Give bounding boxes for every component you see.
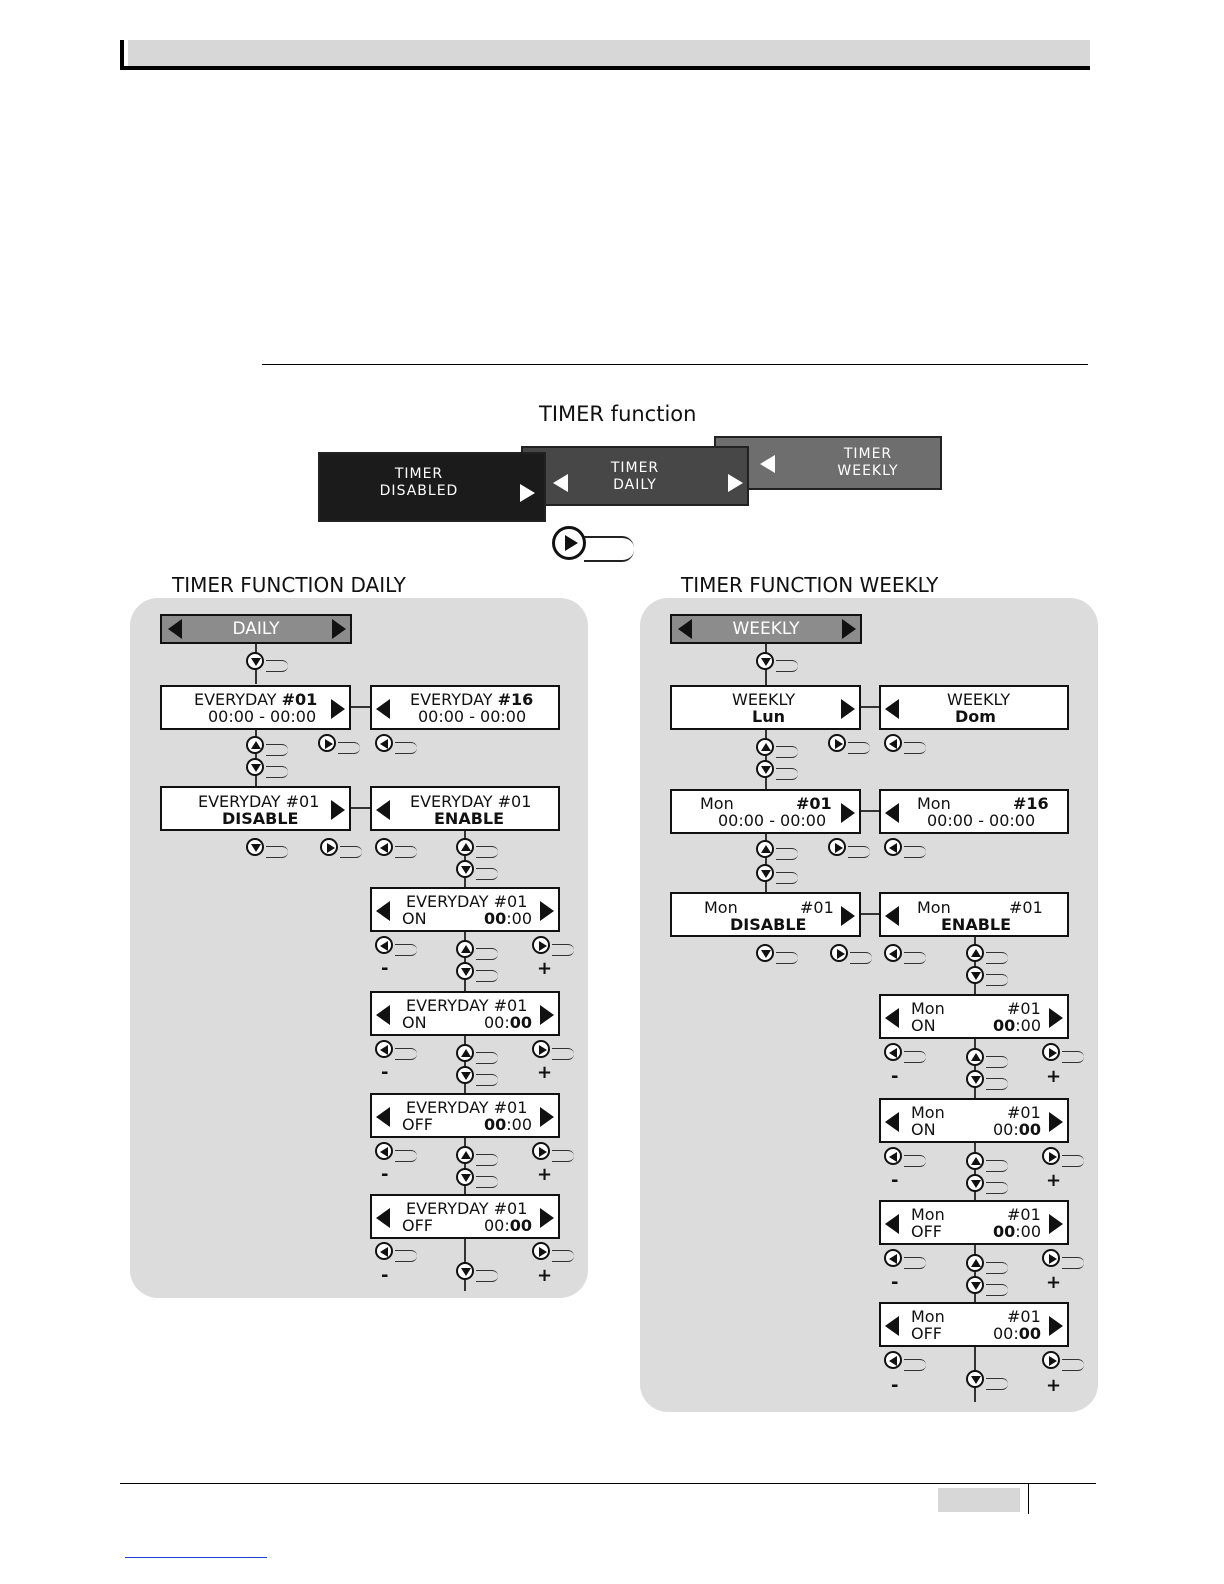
section-rule (262, 364, 1088, 365)
up-button-icon (246, 736, 264, 754)
daily-selector-label: DAILY (232, 619, 280, 639)
hand-icon (476, 1154, 498, 1166)
right-button-icon (532, 936, 550, 954)
weekly-step-3-display: Mon #01 OFF 00:00 (879, 1200, 1069, 1245)
down-button-icon (966, 1174, 984, 1192)
weekly-heading: TIMER FUNCTION WEEKLY (681, 573, 939, 597)
hand-icon (986, 1378, 1008, 1390)
hand-icon (776, 872, 798, 884)
timer-function-title: TIMER function (539, 402, 697, 426)
hand-icon (776, 768, 798, 780)
hand-icon (986, 974, 1008, 986)
right-arrow-icon (1049, 1214, 1063, 1234)
hand-icon (552, 1150, 574, 1162)
hand-icon (904, 1051, 926, 1063)
left-arrow-icon (376, 800, 390, 820)
daily-step-2-display: EVERYDAY #01 ON 00:00 (370, 991, 560, 1036)
daily-selector (160, 614, 352, 644)
right-arrow-icon (540, 1208, 554, 1228)
hand-icon (776, 746, 798, 758)
daily-step-1-display: EVERYDAY #01 ON 00:00 (370, 887, 560, 932)
hand-icon (1062, 1155, 1084, 1167)
hand-icon (552, 1048, 574, 1060)
right-arrow-icon (1049, 1316, 1063, 1336)
hand-icon (395, 742, 417, 754)
hand-icon (395, 944, 417, 956)
right-arrow-icon (841, 699, 855, 719)
up-button-icon (756, 840, 774, 858)
down-button-icon (246, 758, 264, 776)
weekly-enable-display: Mon #01 ENABLE (879, 892, 1069, 937)
hand-icon (584, 536, 634, 562)
down-button-icon (246, 838, 264, 856)
down-button-icon (456, 1066, 474, 1084)
hand-icon (476, 948, 498, 960)
daily-disable-display: EVERYDAY #01 DISABLE (160, 786, 351, 831)
hand-icon (848, 742, 870, 754)
left-arrow-icon (376, 1208, 390, 1228)
footer-link-underline[interactable] (125, 1557, 267, 1558)
right-button-icon (1042, 1147, 1060, 1165)
header-tick (120, 40, 124, 70)
right-button-icon (1042, 1249, 1060, 1267)
page-number-box (938, 1488, 1020, 1512)
left-button-icon (375, 1242, 393, 1260)
right-button-icon (828, 734, 846, 752)
hand-icon (986, 1160, 1008, 1172)
hand-icon (904, 1257, 926, 1269)
up-button-icon (966, 1254, 984, 1272)
up-button-icon (456, 838, 474, 856)
left-arrow-icon (885, 1112, 899, 1132)
hand-icon (986, 1262, 1008, 1274)
left-button-icon (884, 1147, 902, 1165)
weekly-disable-display: Mon #01 DISABLE (670, 892, 861, 937)
weekly-step-2-display: Mon #01 ON 00:00 (879, 1098, 1069, 1143)
up-button-icon (966, 1152, 984, 1170)
left-arrow-icon (376, 699, 390, 719)
hand-icon (395, 1048, 417, 1060)
hand-icon (986, 952, 1008, 964)
left-arrow-icon (885, 1316, 899, 1336)
hand-icon (1062, 1051, 1084, 1063)
left-button-icon (884, 1249, 902, 1267)
right-button-icon (1042, 1043, 1060, 1061)
daily-heading: TIMER FUNCTION DAILY (172, 573, 406, 597)
weekly-selector-label: WEEKLY (732, 619, 800, 639)
left-button-icon (884, 944, 902, 962)
left-button-icon (884, 734, 902, 752)
hand-icon (986, 1284, 1008, 1296)
hand-icon (776, 952, 798, 964)
mode-disabled-label: TIMER DISABLED (379, 466, 459, 499)
daily-prog-01-display: EVERYDAY #01 00:00 - 00:00 (160, 685, 351, 730)
down-button-icon (966, 1070, 984, 1088)
right-arrow-icon (842, 619, 856, 639)
hand-icon (476, 1052, 498, 1064)
right-button-icon (532, 1242, 550, 1260)
left-arrow-icon (376, 1107, 390, 1127)
hand-icon (776, 848, 798, 860)
hand-icon (476, 1270, 498, 1282)
weekly-day-dom-display: WEEKLY Dom (879, 685, 1069, 730)
left-arrow-icon (885, 906, 899, 926)
left-button-icon (375, 1040, 393, 1058)
hand-icon (904, 1359, 926, 1371)
hand-icon (266, 660, 288, 672)
left-arrow-icon (168, 619, 182, 639)
weekly-step-4-display: Mon #01 OFF 00:00 (879, 1302, 1069, 1347)
hand-icon (850, 952, 872, 964)
left-arrow-icon (885, 699, 899, 719)
hand-icon (395, 846, 417, 858)
hand-icon (395, 1250, 417, 1262)
header-rule (120, 66, 1090, 70)
right-arrow-icon (332, 619, 346, 639)
hand-icon (266, 846, 288, 858)
right-arrow-icon (540, 901, 554, 921)
hand-icon (476, 846, 498, 858)
right-button-icon (552, 526, 586, 560)
down-button-icon (456, 1262, 474, 1280)
left-button-icon (884, 838, 902, 856)
hand-icon (340, 846, 362, 858)
down-button-icon (966, 1370, 984, 1388)
mode-daily-label: TIMER DAILY (610, 460, 660, 493)
left-arrow-icon (885, 803, 899, 823)
down-button-icon (756, 944, 774, 962)
hand-icon (904, 952, 926, 964)
left-button-icon (884, 1351, 902, 1369)
up-button-icon (756, 738, 774, 756)
right-button-icon (828, 838, 846, 856)
weekly-day-lun-display: WEEKLY Lun (670, 685, 861, 730)
hand-icon (338, 742, 360, 754)
up-button-icon (966, 1048, 984, 1066)
mode-weekly-label: TIMER WEEKLY (837, 446, 899, 479)
mode-timer-daily (521, 446, 749, 506)
footer-rule (120, 1483, 1096, 1484)
footer-tick (1028, 1484, 1029, 1514)
left-button-icon (375, 838, 393, 856)
up-button-icon (456, 1044, 474, 1062)
right-button-icon (532, 1142, 550, 1160)
down-button-icon (756, 652, 774, 670)
hand-icon (904, 1155, 926, 1167)
right-arrow-icon (1049, 1112, 1063, 1132)
right-button-icon (1042, 1351, 1060, 1369)
hand-icon (266, 744, 288, 756)
down-button-icon (756, 864, 774, 882)
right-arrow-icon (841, 803, 855, 823)
hand-icon (904, 846, 926, 858)
right-button-icon (320, 838, 338, 856)
left-arrow-icon (678, 619, 692, 639)
up-button-icon (456, 1146, 474, 1164)
hand-icon (395, 1150, 417, 1162)
weekly-prog-16-display: Mon #16 00:00 - 00:00 (879, 789, 1069, 834)
hand-icon (904, 742, 926, 754)
left-arrow-icon (376, 901, 390, 921)
hand-icon (266, 766, 288, 778)
right-button-icon (318, 734, 336, 752)
down-button-icon (966, 966, 984, 984)
down-button-icon (456, 962, 474, 980)
hand-icon (476, 868, 498, 880)
down-button-icon (456, 860, 474, 878)
up-button-icon (456, 940, 474, 958)
hand-icon (986, 1056, 1008, 1068)
right-button-icon (830, 944, 848, 962)
left-button-icon (884, 1043, 902, 1061)
left-arrow-icon (885, 1008, 899, 1028)
up-button-icon (966, 944, 984, 962)
hand-icon (552, 1250, 574, 1262)
hand-icon (476, 1176, 498, 1188)
hand-icon (848, 846, 870, 858)
weekly-prog-01-display: Mon #01 00:00 - 00:00 (670, 789, 861, 834)
daily-step-4-display: EVERYDAY #01 OFF 00:00 (370, 1194, 560, 1239)
right-arrow-icon (841, 906, 855, 926)
right-arrow-icon (1049, 1008, 1063, 1028)
hand-icon (476, 1074, 498, 1086)
down-button-icon (456, 1168, 474, 1186)
hand-icon (986, 1078, 1008, 1090)
weekly-selector (670, 614, 862, 644)
down-button-icon (756, 760, 774, 778)
left-arrow-icon (376, 1005, 390, 1025)
left-arrow-icon (885, 1214, 899, 1234)
down-button-icon (246, 652, 264, 670)
right-arrow-icon (331, 699, 345, 719)
hand-icon (1062, 1359, 1084, 1371)
down-button-icon (966, 1276, 984, 1294)
hand-icon (986, 1182, 1008, 1194)
left-button-icon (375, 1142, 393, 1160)
header-bar (128, 40, 1090, 66)
daily-step-3-display: EVERYDAY #01 OFF 00:00 (370, 1093, 560, 1138)
right-arrow-icon (331, 800, 345, 820)
left-arrow-icon (760, 455, 775, 473)
daily-prog-16-display: EVERYDAY #16 00:00 - 00:00 (370, 685, 560, 730)
left-button-icon (375, 936, 393, 954)
daily-enable-display: EVERYDAY #01 ENABLE (370, 786, 560, 831)
left-button-icon (375, 734, 393, 752)
right-button-icon (532, 1040, 550, 1058)
weekly-step-1-display: Mon #01 ON 00:00 (879, 994, 1069, 1039)
hand-icon (476, 970, 498, 982)
right-arrow-icon (540, 1005, 554, 1025)
hand-icon (552, 944, 574, 956)
hand-icon (776, 660, 798, 672)
hand-icon (1062, 1257, 1084, 1269)
right-arrow-icon (540, 1107, 554, 1127)
mode-timer-disabled (318, 452, 546, 522)
